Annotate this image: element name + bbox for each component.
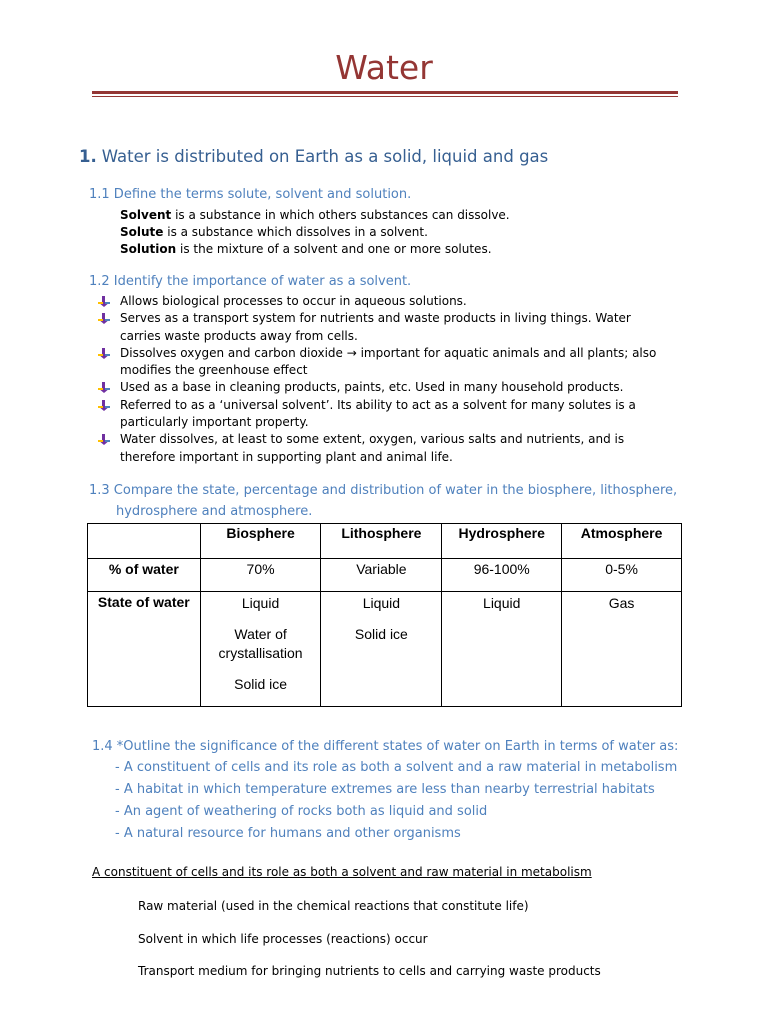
list-item: Allows biological processes to occur in aqueous solutions.: [98, 293, 658, 310]
arrow-bullet-icon: [98, 382, 110, 393]
section-1-2-heading: 1.2 Identify the importance of water as a solvent.: [89, 274, 412, 289]
solvent-importance-list: [98, 293, 658, 466]
table-cell: Gas: [562, 592, 682, 707]
arrow-bullet-icon: [98, 296, 110, 307]
list-item: Dissolves oxygen and carbon dioxide → important for aquatic animals and all plants; also modifies the greenhouse effect: [98, 345, 658, 380]
definition-term: Solution: [120, 242, 177, 256]
significance-item: - A natural resource for humans and other organisms: [115, 826, 461, 841]
definition-term: Solute: [120, 225, 164, 239]
section-1-heading: [79, 147, 548, 166]
list-item: Used as a base in cleaning products, paints, etc. Used in many household products.: [98, 379, 658, 396]
definition-solute: [120, 225, 428, 239]
table-cell: [88, 524, 201, 559]
title-rule-thick: [92, 91, 678, 94]
arrow-bullet-icon: [98, 348, 110, 359]
section-1-3-heading-line1: 1.3 Compare the state, percentage and distribution of water in the biosphere, lithosphere,: [89, 483, 678, 498]
table-cell: 70%: [200, 559, 321, 592]
table-cell: Liquid: [442, 592, 562, 707]
table-row: [88, 592, 682, 707]
page-title: Water: [335, 48, 433, 87]
constituent-subheading: A constituent of cells and its role as both a solvent and raw material in metabolism: [92, 865, 592, 879]
constituent-paragraph: Raw material (used in the chemical reactions that constitute life): [138, 899, 529, 913]
table-row: [88, 559, 682, 592]
constituent-paragraph: Solvent in which life processes (reactions) occur: [138, 932, 428, 946]
table-header-atmosphere: Atmosphere: [562, 524, 682, 559]
arrow-bullet-icon: [98, 434, 110, 445]
table-cell: 0-5%: [562, 559, 682, 592]
significance-item: - A constituent of cells and its role as both a solvent and a raw material in metabolism: [115, 760, 678, 775]
row-label-percent: % of water: [88, 559, 201, 592]
significance-item: - An agent of weathering of rocks both as liquid and solid: [115, 804, 488, 819]
title-rule-thin: [92, 96, 678, 97]
table-header-row: [88, 524, 682, 559]
table-cell: Variable: [321, 559, 442, 592]
section-1-title: Water is distributed on Earth as a solid, liquid and gas: [101, 147, 549, 166]
definition-solvent: [120, 208, 510, 222]
list-item: Water dissolves, at least to some extent, oxygen, various salts and nutrients, and is therefore important in supporting plant and animal life.: [98, 431, 658, 466]
section-1-3-heading-line2: hydrosphere and atmosphere.: [116, 504, 313, 519]
definition-term: Solvent: [120, 208, 172, 222]
arrow-bullet-icon: [98, 400, 110, 411]
table-cell: Liquid Water of crystallisation Solid ice: [200, 592, 321, 707]
table-header-lithosphere: Lithosphere: [321, 524, 442, 559]
constituent-paragraph: Transport medium for bringing nutrients to cells and carrying waste products: [138, 964, 601, 978]
table-cell: Liquid Solid ice: [321, 592, 442, 707]
definition-solution: [120, 242, 492, 256]
section-1-1-heading: 1.1 Define the terms solute, solvent and solution.: [89, 187, 412, 202]
row-label-state: State of water: [88, 592, 201, 707]
definition-text: is a substance which dissolves in a solvent.: [163, 225, 428, 239]
table-cell: 96-100%: [442, 559, 562, 592]
significance-item: - A habitat in which temperature extremes are less than nearby terrestrial habitats: [115, 782, 655, 797]
definition-text: is the mixture of a solvent and one or more solutes.: [176, 242, 492, 256]
definition-text: is a substance in which others substances can dissolve.: [171, 208, 510, 222]
table-header-biosphere: Biosphere: [200, 524, 321, 559]
water-distribution-table: [87, 523, 682, 707]
list-item: Referred to as a ‘universal solvent’. Its ability to act as a solvent for many solutes is a particularly important property.: [98, 397, 658, 432]
arrow-bullet-icon: [98, 313, 110, 324]
section-1-number: 1.: [79, 147, 97, 166]
table-header-hydrosphere: Hydrosphere: [442, 524, 562, 559]
section-1-4-heading: 1.4 *Outline the significance of the different states of water on Earth in terms of water as:: [92, 739, 679, 754]
list-item: Serves as a transport system for nutrients and waste products in living things. Water carries waste products away from cells.: [98, 310, 658, 345]
